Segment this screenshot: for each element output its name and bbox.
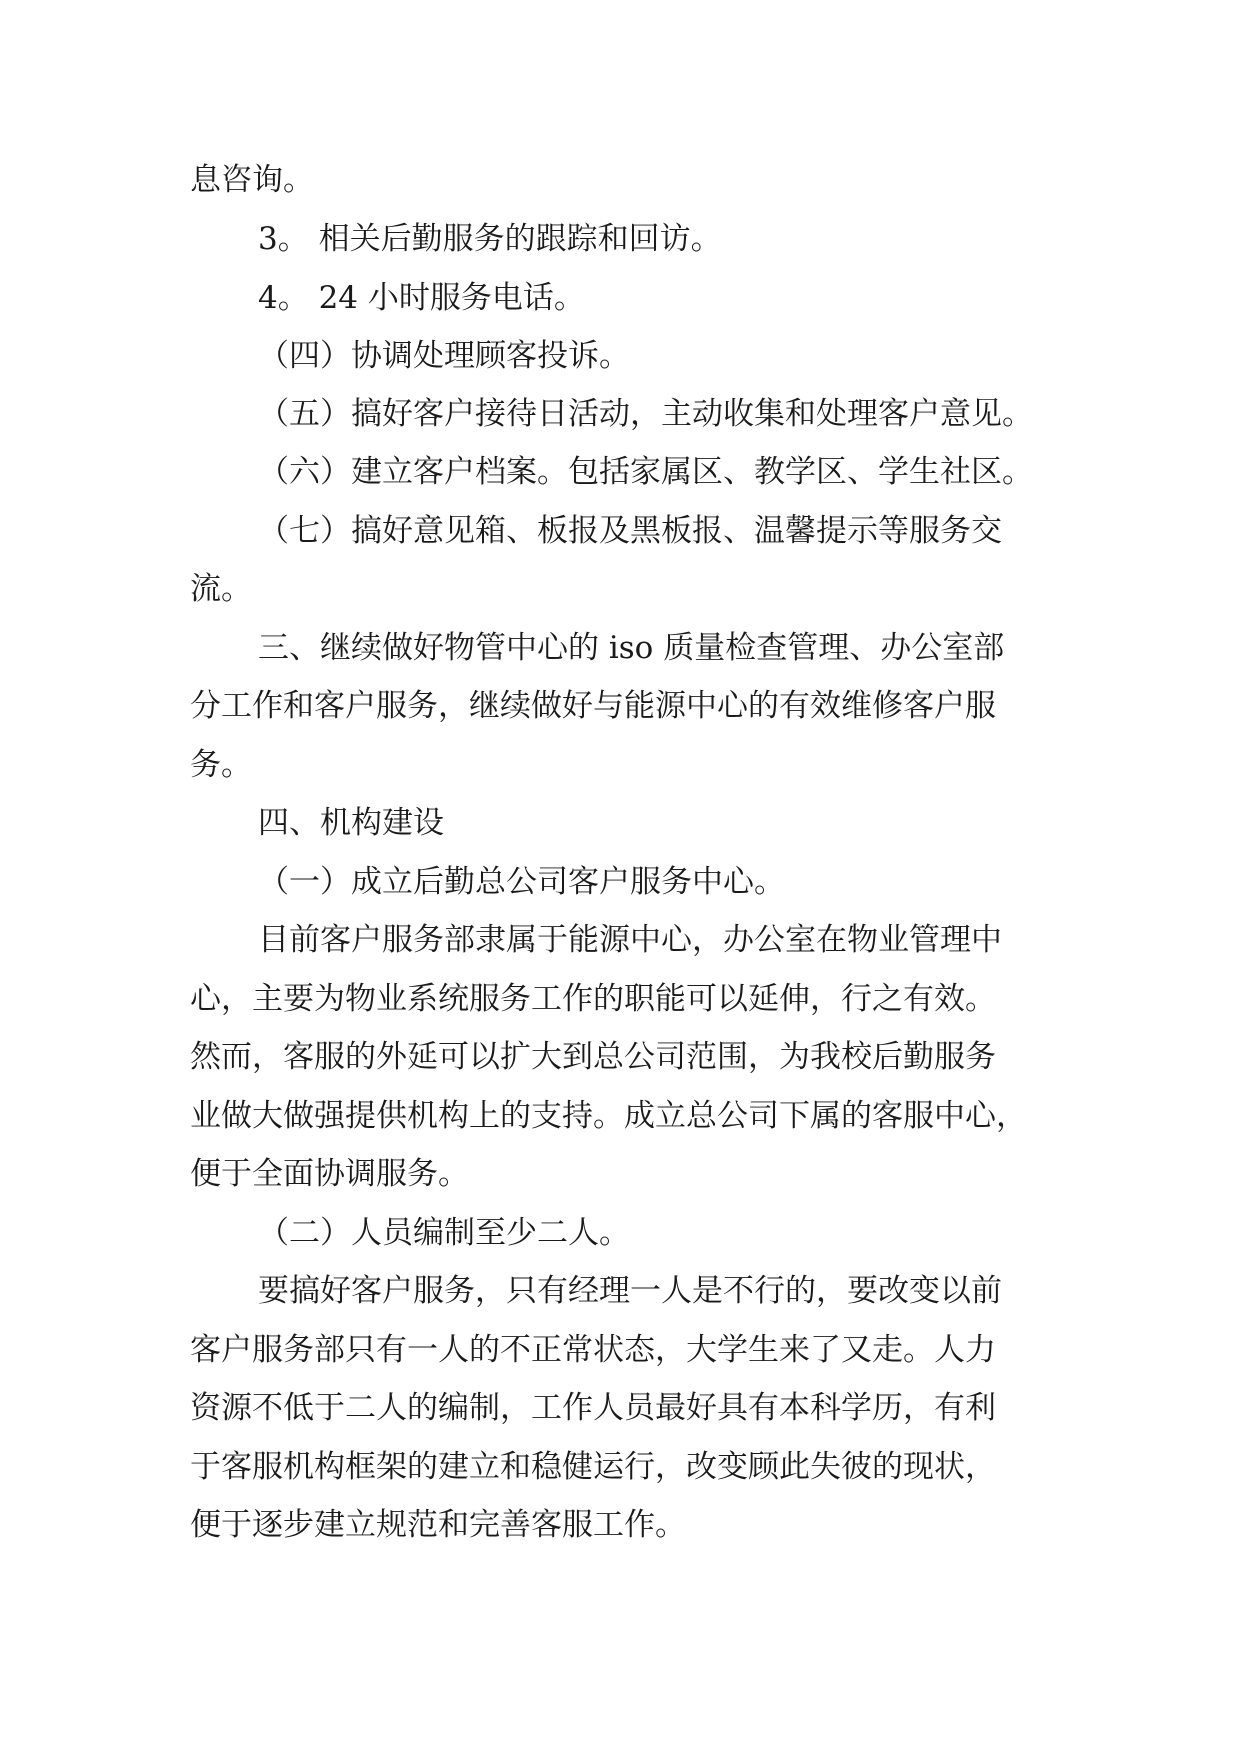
paragraph-line: 客户服务部只有一人的不正常状态，大学生来了又走。人力 (190, 1332, 996, 1368)
list-item: 4。 24 小时服务电话。 (258, 280, 585, 316)
section-heading: （六）建立客户档案。包括家属区、教学区、学生社区。 (258, 454, 1033, 490)
text-line: 分工作和客户服务，继续做好与能源中心的有效维修客户服 (190, 688, 996, 724)
paragraph-line: 然而，客服的外延可以扩大到总公司范围，为我校后勤服务 (190, 1039, 996, 1075)
section-heading: （四）协调处理顾客投诉。 (258, 338, 630, 374)
paragraph-line: 要搞好客户服务，只有经理一人是不行的，要改变以前 (258, 1273, 1002, 1309)
paragraph-line: 便于全面协调服务。 (190, 1156, 469, 1192)
section-heading: （五）搞好客户接待日活动，主动收集和处理客户意见。 (258, 396, 1033, 432)
text-line: 息咨询。 (190, 162, 314, 198)
section-heading: （七）搞好意见箱、板报及黑板报、温馨提示等服务交 (258, 513, 1002, 549)
section-heading: （二）人员编制至少二人。 (258, 1215, 630, 1251)
paragraph-line: 于客服机构框架的建立和稳健运行，改变顾此失彼的现状， (190, 1449, 996, 1485)
paragraph-line: 便于逐步建立规范和完善客服工作。 (190, 1507, 686, 1543)
section-heading: （一）成立后勤总公司客户服务中心。 (258, 864, 785, 900)
section-heading: 四、机构建设 (258, 805, 444, 841)
paragraph-line: 业做大做强提供机构上的支持。成立总公司下属的客服中心， (190, 1098, 1027, 1134)
paragraph-line: 目前客户服务部隶属于能源中心，办公室在物业管理中 (258, 922, 1002, 958)
section-heading: 三、继续做好物管中心的 iso 质量检查管理、办公室部 (258, 630, 1005, 666)
paragraph-line: 资源不低于二人的编制，工作人员最好具有本科学历，有利 (190, 1390, 996, 1426)
text-line: 流。 (190, 571, 252, 607)
paragraph-line: 心，主要为物业系统服务工作的职能可以延伸，行之有效。 (190, 981, 996, 1017)
list-item: 3。 相关后勤服务的跟踪和回访。 (258, 221, 722, 257)
text-line: 务。 (190, 747, 252, 783)
